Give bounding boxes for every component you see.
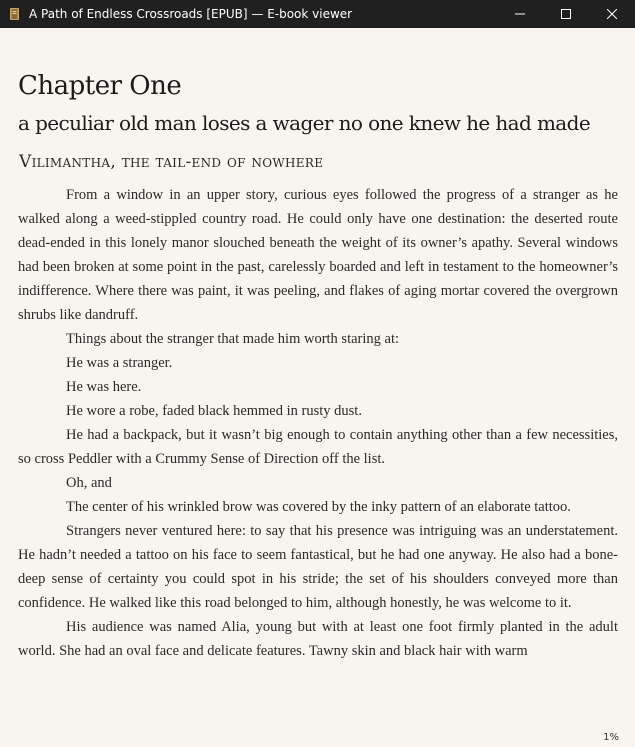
chapter-title: Chapter One [18, 71, 182, 101]
book-page[interactable] [18, 29, 618, 729]
chapter-subtitle: a peculiar old man loses a wager no one knew he had made [18, 111, 591, 135]
paragraph: He wore a robe, faded black hemmed in rusty dust. [66, 403, 362, 419]
window-title: A Path of Endless Crossroads [EPUB] — E-book viewer [29, 7, 353, 21]
paragraph: He had a backpack, but it wasn’t big enough to contain anything other than a few necessities, so cross Peddler with a Crummy Sense of Direction off the list. [18, 427, 618, 467]
paragraph: Strangers never ventured here: to say that his presence was intriguing was an understatement. He hadn’t needed a tattoo on his face to seem fantastical, but he had one anyway. He also had a bone-deep sense of certainty you could spot in his stride; the set of his shoulders conveyed more than confidence. He walked like this road belonged to him, although honestly, he was welcome to it. [18, 523, 618, 611]
paragraph: He was here. [66, 379, 142, 395]
section-heading: Vilimantha, the tail-end of nowhere [19, 152, 324, 172]
book-icon [7, 6, 23, 22]
paragraph: The center of his wrinkled brow was covered by the inky pattern of an elaborate tattoo. [66, 499, 571, 515]
paragraph: From a window in an upper story, curious eyes followed the progress of a stranger as he walked along a weed-stippled country road. He could only have one destination: the deserted route dead-ended in this lonely manor slouched beneath the weight of its owner’s apathy. Several windows had been broken at some point in the past, carelessly boarded and left in testament to the homeowner’s indifference. Where there was paint, it was peeling, and flakes of aging mortar covered the overgrown shrubs like dandruff. [18, 187, 618, 323]
paragraph: Things about the stranger that made him worth staring at: [66, 331, 400, 347]
minimize-icon[interactable] [497, 0, 543, 28]
paragraph: His audience was named Alia, young but with at least one foot firmly planted in the adult world. She had an oval face and delicate features. Tawny skin and black hair with warm [18, 619, 618, 659]
close-icon[interactable] [589, 0, 635, 28]
maximize-icon[interactable] [543, 0, 589, 28]
paragraph: He was a stranger. [66, 355, 173, 371]
reading-progress: 1% [603, 732, 619, 743]
paragraph: Oh, and [66, 475, 112, 491]
chapter-body [18, 183, 618, 713]
window-controls [497, 0, 635, 28]
window-titlebar[interactable] [0, 0, 635, 28]
